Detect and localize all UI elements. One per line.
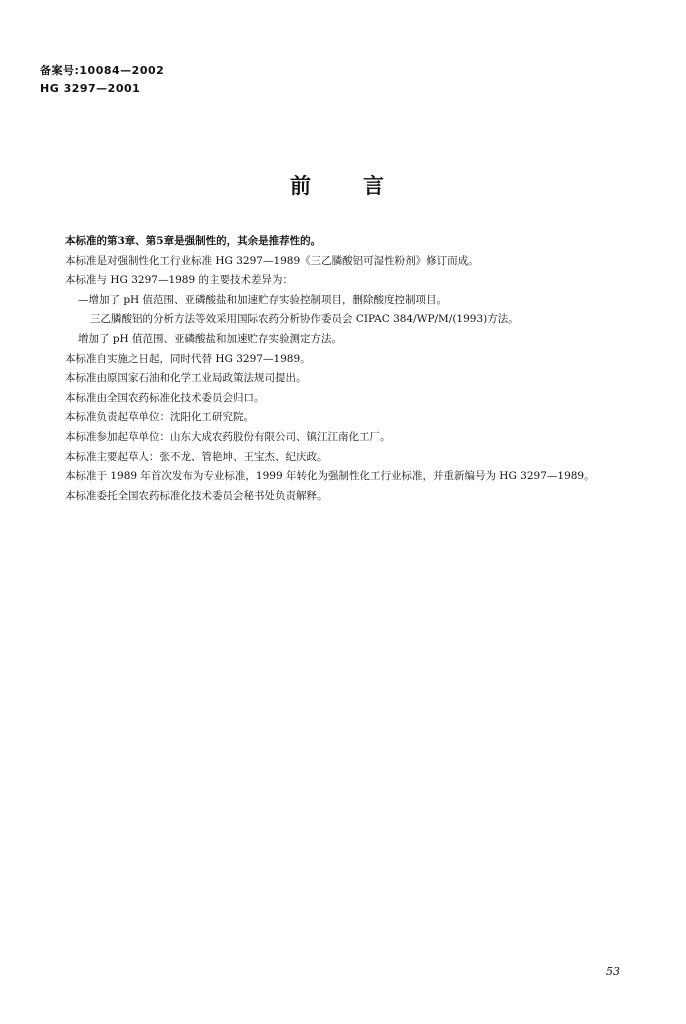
foreword-body <box>44 232 644 506</box>
list-item: 增加了 pH 值范围、亚磷酸盐和加速贮存实验测定方法。 <box>78 332 343 345</box>
paragraph: 本标准负责起草单位：沈阳化工研究院。 <box>65 411 254 424</box>
list-item: —增加了 pH 值范围、亚磷酸盐和加速贮存实验控制项目，删除酸度控制项目。 <box>78 293 448 306</box>
paragraph: 本标准于 1989 年首次发布为专业标准，1999 年转化为强制性化工行业标准，并重新编号为 HG 3297—1989。 <box>65 470 595 483</box>
standard-number: HG 3297—2001 <box>40 82 141 95</box>
page-number: 53 <box>606 965 620 978</box>
paragraph: 本标准由原国家石油和化学工业局政策法规司提出。 <box>65 372 307 385</box>
paragraph: 本标准主要起草人：张不龙、管艳坤、王宝杰、纪庆政。 <box>65 450 328 463</box>
record-number: 备案号:10084—2002 <box>40 64 165 77</box>
foreword-title: 前言 <box>290 173 436 198</box>
paragraph: 本标准的第3章、第5章是强制性的，其余是推荐性的。 <box>65 235 322 247</box>
paragraph: 本标准与 HG 3297—1989 的主要技术差异为： <box>65 274 294 287</box>
document-header <box>40 62 164 98</box>
list-item: 三乙膦酸铝的分析方法等效采用国际农药分析协作委员会 CIPAC 384/WP/M/(1993)方法。 <box>90 313 519 326</box>
paragraph: 本标准参加起草单位：山东大成农药股份有限公司、镇江江南化工厂。 <box>65 430 391 443</box>
paragraph: 本标准自实施之日起，同时代替 HG 3297—1989。 <box>65 352 311 365</box>
paragraph: 本标准由全国农药标准化技术委员会归口。 <box>65 391 265 404</box>
paragraph: 本标准委托全国农药标准化技术委员会秘书处负责解释。 <box>65 489 328 502</box>
paragraph: 本标准是对强制性化工行业标准 HG 3297—1989《三乙膦酸铝可湿性粉剂》修订而成。 <box>65 254 479 267</box>
